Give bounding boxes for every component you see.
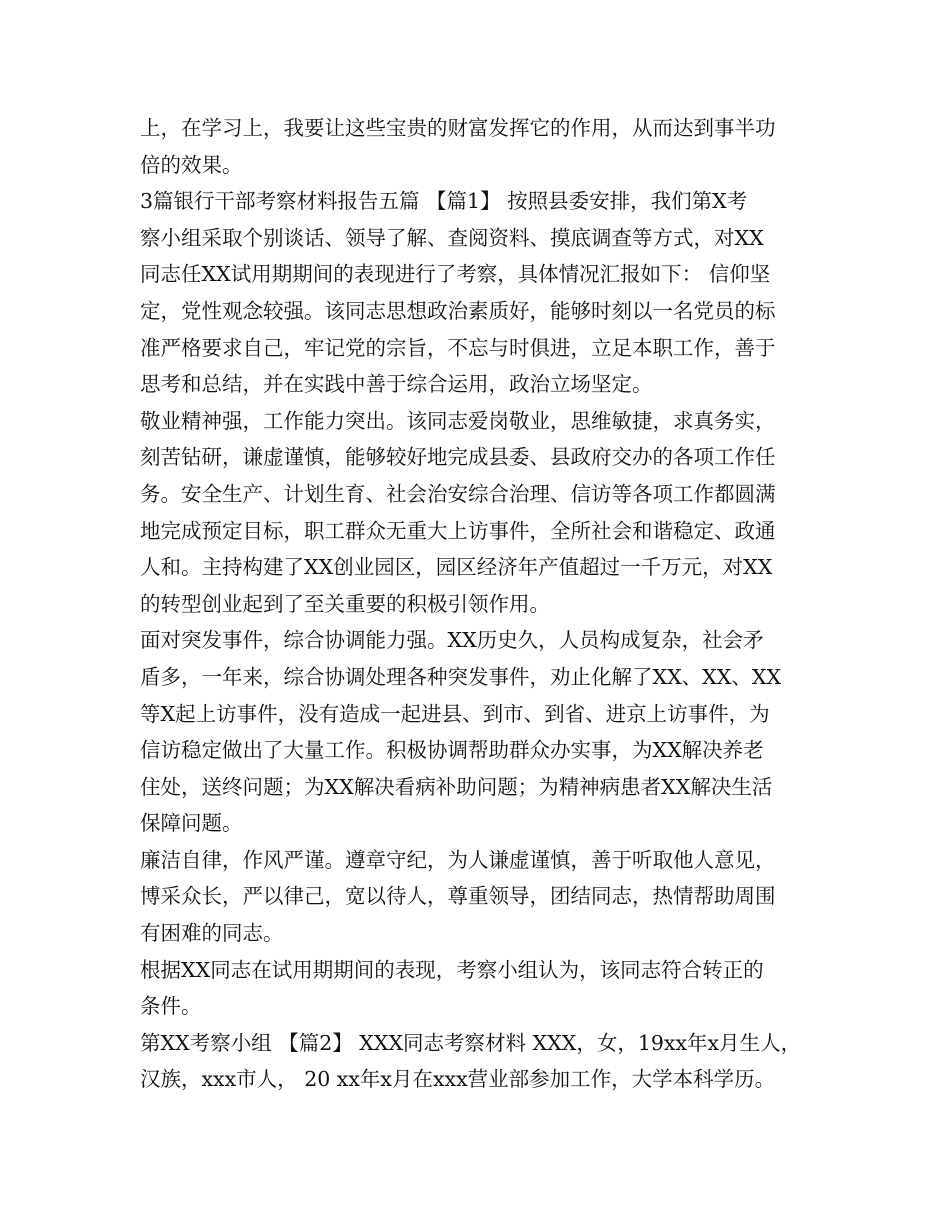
text-line: 察小组采取个别谈话、领导了解、查阅资料、摸底调查等方式，对XX — [140, 225, 764, 250]
text-line: 条件。 — [140, 994, 202, 1019]
text-line: 准严格要求自己，牢记党的宗旨，不忘与时俱进，立足本职工作，善于 — [140, 335, 776, 360]
text-line: 定，党性观念较强。该同志思想政治素质好，能够时刻以一名党员的标 — [140, 298, 776, 323]
text-line: 思考和总结，并在实践中善于综合运用，政治立场坚定。 — [140, 372, 653, 397]
text-line: 同志任XX试用期期间的表现进行了考察，具体情况汇报如下： 信仰坚 — [140, 262, 771, 287]
text-line: 的转型创业起到了至关重要的积极引领作用。 — [140, 591, 550, 616]
document-body — [140, 110, 840, 1098]
text-line: 务。安全生产、计划生育、社会治安综合治理、信访等各项工作都圆满 — [140, 481, 776, 506]
text-line: 保障问题。 — [140, 811, 243, 836]
text-line: 信访稳定做出了大量工作。积极协调帮助群众办实事，为XX解决养老 — [140, 738, 764, 763]
text-line: 3篇银行干部考察材料报告五篇 【篇1】 按照县委安排，我们第X考 — [140, 189, 748, 214]
text-line: 住处，送终问题；为XX解决看病补助问题；为精神病患者XX解决生活 — [140, 774, 773, 799]
text-line: 刻苦钻研，谦虚谨慎，能够较好地完成县委、县政府交办的各项工作任 — [140, 445, 776, 470]
text-line: 面对突发事件，综合协调能力强。XX历史久，人员构成复杂，社会矛 — [140, 628, 764, 653]
text-line: 博采众长，严以律己，宽以待人，尊重领导，团结同志，热情帮助周围 — [140, 884, 776, 909]
text-line: 人和。主持构建了XX创业园区，园区经济年产值超过一千万元，对XX — [140, 555, 773, 580]
text-line: 盾多，一年来，综合协调处理各种突发事件，劝止化解了XX、XX、XX — [140, 664, 782, 689]
text-line: 等X起上访事件，没有造成一起进县、到市、到省、进京上访事件，为 — [140, 701, 770, 726]
text-line: 上，在学习上，我要让这些宝贵的财富发挥它的作用，从而达到事半功 — [140, 116, 776, 140]
text-line: 敬业精神强，工作能力突出。该同志爱岗敬业，思维敏捷，求真务实， — [140, 408, 776, 433]
text-line: 廉洁自律，作风严谨。遵章守纪，为人谦虚谨慎，善于听取他人意见， — [140, 847, 776, 872]
text-line: 汉族，xxx市人， 20 xx年x月在xxx营业部参加工作，大学本科学历。 — [140, 1067, 776, 1092]
text-line: 根据XX同志在试用期期间的表现，考察小组认为，该同志符合转正的 — [140, 957, 764, 982]
text-line: 第XX考察小组 【篇2】 XXX同志考察材料 XXX，女，19xx年x月生人， — [140, 1030, 802, 1055]
text-line: 地完成预定目标，职工群众无重大上访事件，全所社会和谐稳定、政通 — [140, 518, 776, 543]
text-line: 有困难的同志。 — [140, 921, 284, 946]
text-line: 倍的效果。 — [140, 152, 243, 177]
